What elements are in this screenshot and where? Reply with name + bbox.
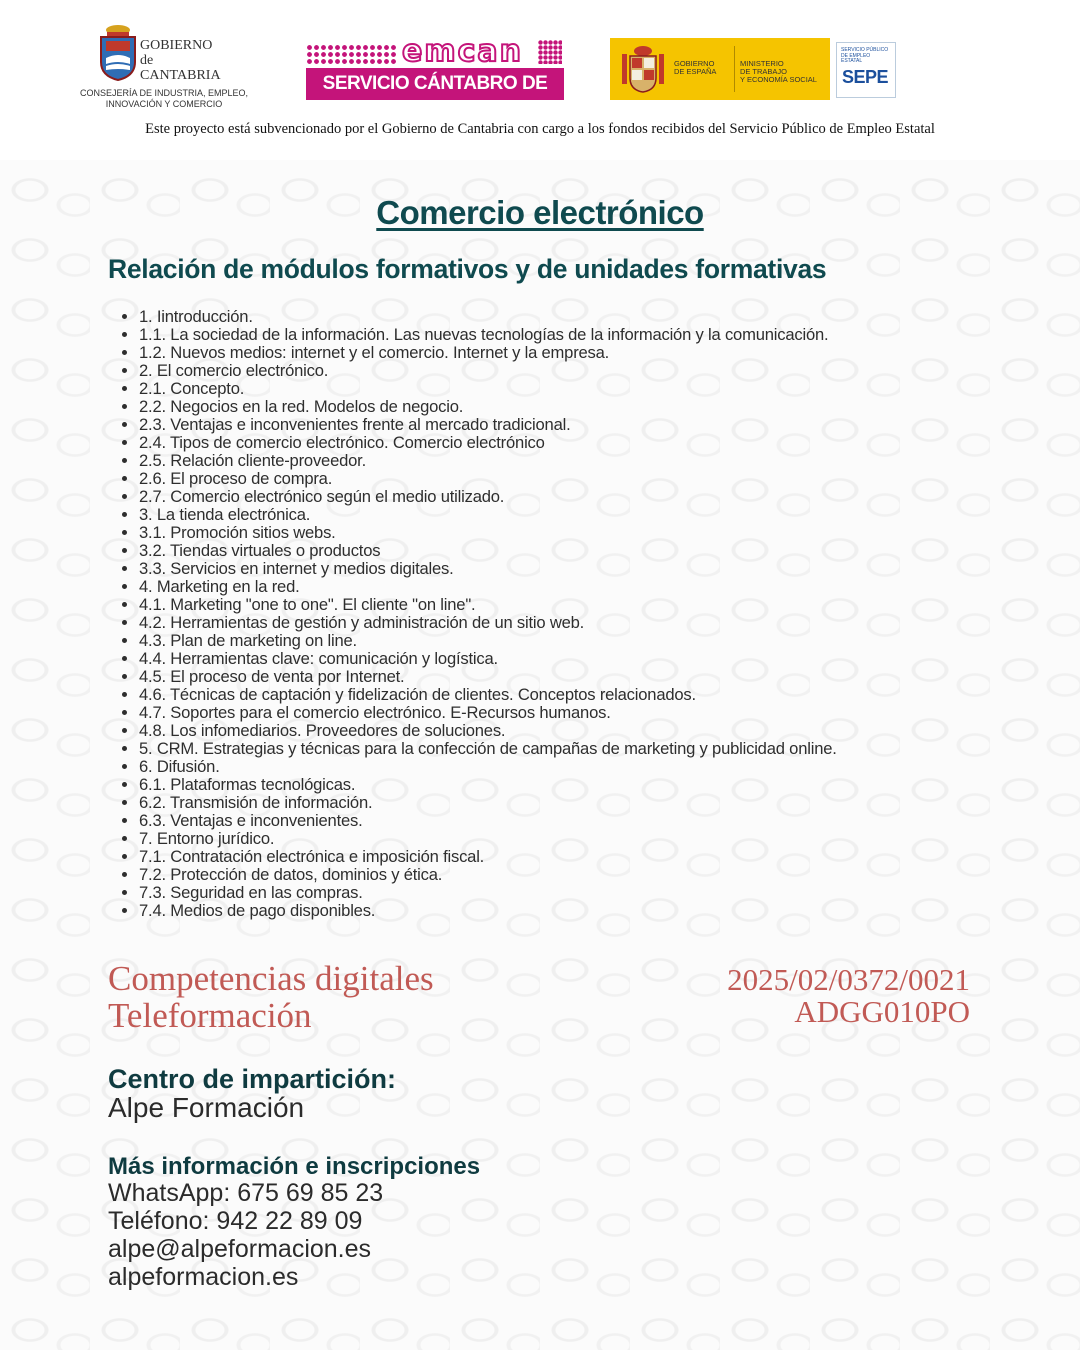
program-info (108, 960, 434, 1034)
module-item: • 7.2. Protección de datos, dominios y ética. (139, 866, 1039, 884)
module-item: • 4.2. Herramientas de gestión y administración de un sitio web. (139, 614, 1039, 632)
module-item: • 6.3. Ventajas e inconvenientes. (139, 812, 1039, 830)
spain-gov-line1: GOBIERNO (674, 59, 715, 68)
module-item: • 6.2. Transmisión de información. (139, 794, 1039, 812)
module-item: • 1.2. Nuevos medios: internet y el comercio. Internet y la empresa. (139, 344, 1039, 362)
module-item: • 2.2. Negocios en la red. Modelos de negocio. (139, 398, 1039, 416)
module-item: • 2.5. Relación cliente-proveedor. (139, 452, 1039, 470)
module-item: • 4.7. Soportes para el comercio electrónico. E-Recursos humanos. (139, 704, 1039, 722)
course-code: ADGG010PO (794, 994, 970, 1029)
header-logos (0, 0, 1080, 160)
program-line1: Competencias digitales (108, 959, 434, 998)
cantabria-shield-icon (98, 24, 138, 82)
funding-note: Este proyecto está subvencionado por el Gobierno de Cantabria con cargo a los fondos recibidos del Servicio Público de Empleo Estatal (145, 121, 935, 137)
sepe-logo (836, 42, 896, 98)
sepe-wordmark: SEPE (842, 66, 889, 87)
emcan-wordmark: emcan (402, 34, 523, 69)
program-line2: Teleformación (108, 996, 312, 1035)
course-codes (727, 964, 970, 1028)
module-item: • 4.6. Técnicas de captación y fidelización de clientes. Conceptos relacionados. (139, 686, 1039, 704)
modules-heading: Relación de módulos formativos y de unidades formativas (108, 254, 827, 284)
contact-email[interactable]: alpe@alpeformacion.es (108, 1235, 372, 1263)
emcan-dots-icon (306, 44, 396, 64)
module-item: • 7.3. Seguridad en las compras. (139, 884, 1039, 902)
contact-website[interactable]: alpeformacion.es (108, 1263, 299, 1291)
module-item: • 4.4. Herramientas clave: comunicación y logística. (139, 650, 1039, 668)
contact-whatsapp[interactable]: WhatsApp: 675 69 85 23 (108, 1179, 384, 1207)
module-item: • 4. Marketing en la red. (139, 578, 1039, 596)
module-item: • 2.7. Comercio electrónico según el medio utilizado. (139, 488, 1039, 506)
cantabria-gov-line1: GOBIERNO (140, 38, 213, 53)
module-item: • 4.3. Plan de marketing on line. (139, 632, 1039, 650)
module-item: • 2.3. Ventajas e inconvenientes frente al mercado tradicional. (139, 416, 1039, 434)
cantabria-gov-line2: de (140, 53, 154, 68)
sepe-small-line1: SERVICIO PÚBLICO (841, 47, 889, 53)
module-item: • 3. La tienda electrónica. (139, 506, 1039, 524)
module-item: • 2.6. El proceso de compra. (139, 470, 1039, 488)
module-item: • 1.1. La sociedad de la información. Las nuevas tecnologías de la información y la comunicación. (139, 326, 1039, 344)
spain-min-line2: DE TRABAJO (740, 67, 787, 76)
module-item: • 4.5. El proceso de venta por Internet. (139, 668, 1039, 686)
module-item: • 2.1. Concepto. (139, 380, 1039, 398)
emcan-logo (306, 34, 564, 126)
gobierno-espana-logo (610, 38, 830, 100)
modules-list (120, 308, 1039, 920)
module-item: • 5. CRM. Estrategias y técnicas para la confección de campañas de marketing y publicidad online. (139, 740, 1039, 758)
sepe-small-line2: DE EMPLEO ESTATAL (841, 52, 871, 64)
contact-heading: Más información e inscripciones (108, 1153, 481, 1180)
module-item: • 6.1. Plataformas tecnológicas. (139, 776, 1039, 794)
module-item: • 6. Difusión. (139, 758, 1039, 776)
spain-logo-divider (734, 46, 735, 92)
course-title: Comercio electrónico (376, 194, 704, 231)
centre-heading: Centro de impartición: (108, 1064, 397, 1094)
emcan-bar-text: SERVICIO CÁNTABRO DE EMPLEO (306, 68, 564, 100)
spain-min-line3: Y ECONOMÍA SOCIAL (740, 75, 817, 84)
module-item: • 3.1. Promoción sitios webs. (139, 524, 1039, 542)
module-item: • 7. Entorno jurídico. (139, 830, 1039, 848)
cantabria-sub-line1: CONSEJERÍA DE INDUSTRIA, EMPLEO, (79, 88, 249, 98)
module-item: • 4.1. Marketing "one to one". El cliente "on line". (139, 596, 1039, 614)
module-item: • 2. El comercio electrónico. (139, 362, 1039, 380)
module-item: • 2.4. Tipos de comercio electrónico. Comercio electrónico (139, 434, 1039, 452)
expedient-code: 2025/02/0372/0021 (727, 962, 970, 997)
module-item: • 7.4. Medios de pago disponibles. (139, 902, 1039, 920)
cantabria-sub-line2: INNOVACIÓN Y COMERCIO (105, 99, 223, 109)
module-item: • 7.1. Contratación electrónica e imposición fiscal. (139, 848, 1039, 866)
module-item: • 4.8. Los infomediarios. Proveedores de soluciones. (139, 722, 1039, 740)
module-item: • 3.2. Tiendas virtuales o productos (139, 542, 1039, 560)
centre-name: Alpe Formación (108, 1092, 305, 1123)
module-item: • 3.3. Servicios en internet y medios digitales. (139, 560, 1039, 578)
contact-phone[interactable]: Teléfono: 942 22 89 09 (108, 1207, 363, 1235)
spain-gov-line2: DE ESPAÑA (674, 67, 717, 76)
module-item: • 1. Iintroducción. (139, 308, 1039, 326)
cantabria-gov-line3: CANTABRIA (140, 68, 221, 83)
spain-coat-of-arms-icon (620, 44, 666, 94)
contact-block (108, 1179, 383, 1291)
emcan-square-icon (538, 40, 562, 64)
gobierno-cantabria-logo (68, 20, 258, 112)
spain-min-line1: MINISTERIO (740, 59, 784, 68)
